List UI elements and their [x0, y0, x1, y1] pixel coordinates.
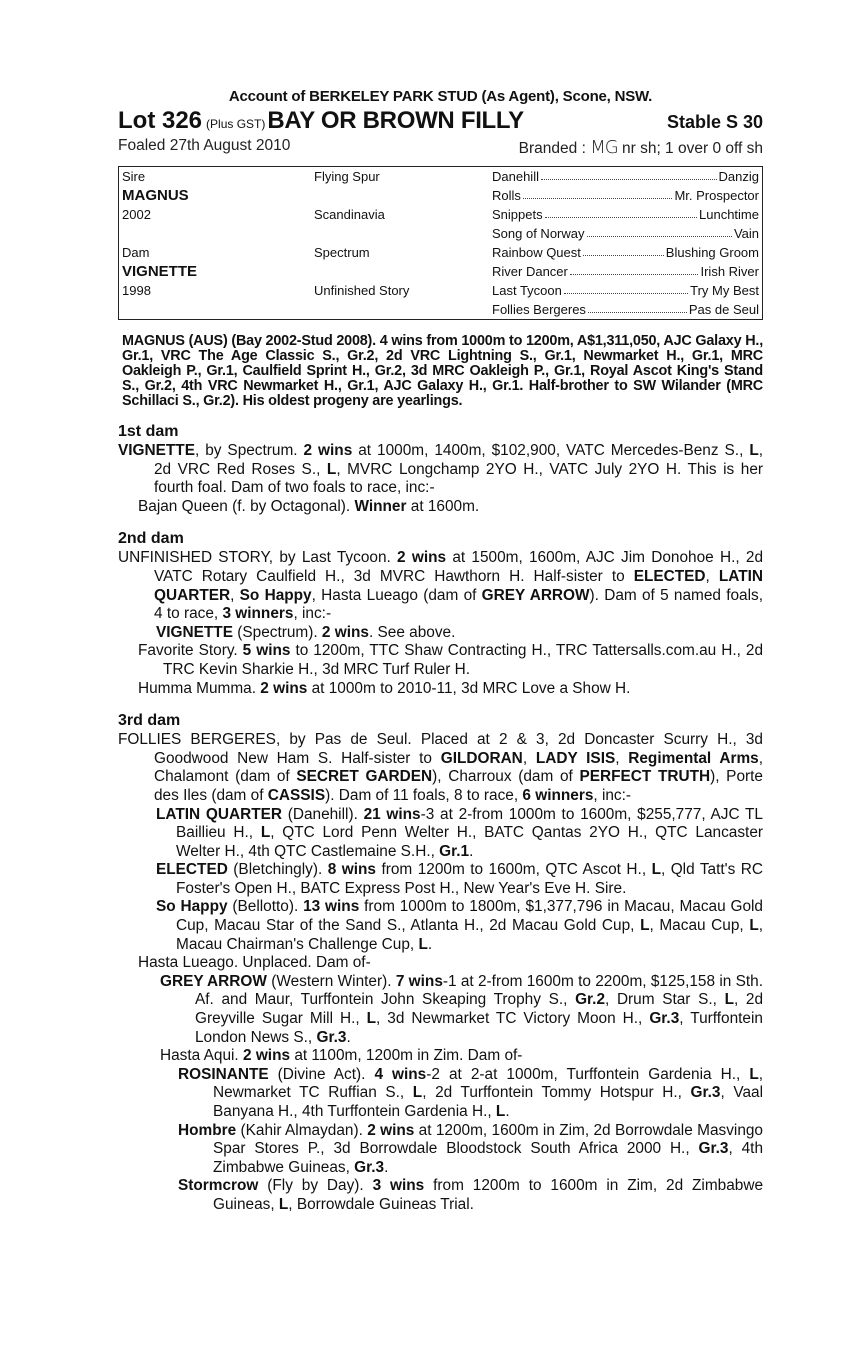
- bold-text: ELECTED: [156, 861, 228, 879]
- bold-text: ELECTED: [633, 567, 706, 585]
- bold-text: GILDORAN: [440, 749, 523, 767]
- produce-entry: [118, 954, 763, 973]
- g3-6: Last Tycoon Try My Best: [492, 283, 759, 298]
- stable-number: Stable S 30: [666, 112, 763, 132]
- bold-text: Gr.3: [698, 1140, 729, 1158]
- bold-text: L: [366, 1010, 377, 1028]
- branded-label: Branded :: [518, 140, 586, 157]
- text: , by Spectrum.: [194, 442, 304, 459]
- vendor-account: Account of BERKELEY PARK STUD (As Agent), Scone, NSW.: [228, 88, 653, 105]
- dam-dam: Unfinished Story: [314, 283, 410, 298]
- text: at 1100m, 1200m in Zim. Dam of-: [290, 1047, 523, 1065]
- bold-text: VIGNETTE: [118, 442, 195, 459]
- branded-detail: nr sh; 1 over 0 off sh: [621, 140, 763, 157]
- bold-text: 2 wins: [367, 1121, 415, 1139]
- text: FOLLIES BERGERES, by Pas de Seul. Placed at 2 & 3, 2d Doncaster Scurry H., 3d Goodwood New Ham S. Half-sister to: [118, 731, 763, 767]
- section-heading: 1st dam: [118, 423, 179, 440]
- bold-text: VIGNETTE: [156, 623, 233, 641]
- text: (Fly by Day).: [258, 1177, 373, 1195]
- text: ), Porte des Iles (dam of: [154, 768, 763, 804]
- plus-gst: (Plus GST): [206, 117, 266, 131]
- sire-sire: Flying Spur: [314, 169, 380, 184]
- g3-4: Rainbow Quest Blushing Groom: [492, 245, 759, 260]
- bold-text: 7 wins: [395, 972, 443, 990]
- sire-year: 2002: [122, 207, 151, 222]
- text: from 1200m to 1600m in Zim, 2d Zimbabwe Guineas,: [213, 1177, 764, 1213]
- text: UNFINISHED STORY, by Last Tycoon.: [118, 549, 398, 567]
- bold-text: Gr.1: [439, 842, 470, 860]
- bold-text: SECRET GARDEN: [296, 768, 433, 786]
- foaled-date: Foaled 27th August 2010: [118, 137, 291, 154]
- produce-entry: [118, 1066, 763, 1122]
- bold-text: 2 wins: [243, 1047, 291, 1065]
- produce-entry: [118, 731, 763, 805]
- produce-entry: [118, 973, 763, 1047]
- bold-text: 4 wins: [374, 1065, 427, 1083]
- bold-text: PERFECT TRUTH: [579, 768, 711, 786]
- text: Humma Mumma.: [138, 679, 261, 697]
- text: , MVRC Longchamp 2YO H., VATC July 2YO H. This is her fourth foal. Dam of two foals to race, inc:-: [154, 460, 764, 497]
- section-heading: 3rd dam: [118, 712, 181, 730]
- text: .: [505, 1103, 510, 1120]
- text: ,: [522, 749, 536, 767]
- bold-text: Gr.3: [354, 1158, 385, 1176]
- bold-text: GREY ARROW: [160, 972, 267, 990]
- bold-text: Gr.2: [575, 991, 606, 1009]
- bold-text: L: [260, 824, 271, 842]
- text: , 2d Turffontein Tommy Hotspur H.,: [422, 1084, 691, 1102]
- bold-text: L: [749, 1065, 759, 1083]
- foaled-line: [118, 137, 763, 158]
- text: (Western Winter).: [266, 972, 396, 990]
- text: , Hasta Lueago (dam of: [311, 586, 482, 604]
- bold-text: L: [418, 935, 428, 953]
- g3-1: Rolls Mr. Prospector: [492, 188, 759, 203]
- bold-text: LATIN QUARTER: [156, 805, 282, 823]
- produce-entry: [118, 861, 763, 898]
- bold-text: Regimental Arms: [628, 749, 759, 767]
- bold-text: 2 wins: [321, 623, 369, 641]
- text: from 1000m to 1800m, $1,377,796 in Macau, Macau Gold Cup, Macau Star of the Sand S., Atlanta H., 2d Macau Gold Cup,: [176, 898, 763, 935]
- dam-name: VIGNETTE: [122, 263, 198, 280]
- dam-section: [118, 423, 763, 516]
- bold-text: Gr.3: [649, 1010, 680, 1028]
- bold-text: Gr.3: [690, 1084, 721, 1102]
- text: ), Charroux (dam of: [432, 768, 580, 786]
- bold-text: 2 wins: [397, 549, 447, 567]
- lot-number: Lot 326: [118, 107, 203, 134]
- bold-text: L: [749, 917, 759, 935]
- bold-text: L: [724, 991, 734, 1009]
- g3-2: Snippets Lunchtime: [492, 207, 759, 222]
- text: ,: [230, 586, 240, 604]
- text: , Vaal Banyana H., 4th Turffontein Gardenia H.,: [213, 1084, 763, 1120]
- bold-text: GREY ARROW: [481, 586, 590, 604]
- text: ). Dam of 5 named foals, 4 to race,: [154, 586, 763, 623]
- text: (Bellotto).: [227, 898, 304, 916]
- produce-entry: [118, 680, 763, 699]
- bold-text: LADY ISIS: [535, 749, 616, 767]
- text: .: [346, 1028, 351, 1046]
- text: , Chalamont (dam of: [154, 749, 763, 786]
- text: from 1200m to 1600m, QTC Ascot H.,: [375, 861, 652, 879]
- bold-text: So Happy: [239, 586, 312, 604]
- text: Hasta Lueago. Unplaced. Dam of-: [138, 954, 371, 972]
- text: Bajan Queen (f. by Octagonal).: [138, 497, 355, 515]
- produce-entry: [118, 624, 763, 643]
- bold-text: L: [326, 460, 337, 478]
- bold-text: CASSIS: [267, 786, 326, 804]
- text: , 3d Newmarket TC Victory Moon H.,: [376, 1010, 650, 1028]
- text: .: [384, 1158, 389, 1176]
- bold-text: 6 winners: [522, 786, 594, 804]
- produce-entry: [118, 1177, 763, 1214]
- horse-description: BAY OR BROWN FILLY: [267, 107, 524, 134]
- text: , Qld Tatt's RC Foster's Open H., BATC Express Post H., New Year's Eve H. Sire.: [176, 861, 763, 897]
- bold-text: 5 wins: [242, 642, 291, 660]
- dam-line-sections: [118, 423, 763, 1215]
- produce-entry: [118, 1122, 763, 1178]
- bold-text: L: [412, 1084, 423, 1102]
- produce-entry: [118, 898, 763, 954]
- text: at 1000m, 1400m, $102,900, VATC Mercedes-Benz S.,: [352, 442, 750, 459]
- catalogue-page: [118, 88, 763, 1215]
- text: at 1200m, 1600m in Zim, 2d Borrowdale Masvingo Spar Stores P., 3d Borrowdale Bloodstock South Africa 2000 H.,: [213, 1121, 763, 1158]
- branding: [519, 137, 763, 158]
- bold-text: 2 wins: [303, 442, 353, 459]
- produce-entry: [118, 642, 763, 679]
- text: , Drum Star S.,: [605, 991, 725, 1009]
- dam-label: Dam: [122, 245, 150, 260]
- bold-text: 3 winners: [222, 605, 294, 623]
- text: , Newmarket TC Ruffian S.,: [213, 1065, 763, 1102]
- brand-mark-icon: MG: [590, 137, 618, 158]
- bold-text: L: [749, 442, 759, 459]
- bold-text: 3 wins: [372, 1177, 425, 1195]
- dam-sire: Spectrum: [314, 245, 370, 260]
- bold-text: L: [278, 1195, 289, 1213]
- text: (Spectrum).: [232, 623, 322, 641]
- g3-7: Follies Bergeres Pas de Seul: [492, 302, 759, 317]
- dam-section: [118, 530, 763, 698]
- text: , 4th Zimbabwe Guineas,: [213, 1140, 764, 1176]
- g3-3: Song of Norway Vain: [492, 226, 759, 241]
- sire-name: MAGNUS: [122, 187, 189, 204]
- text: .: [427, 935, 433, 953]
- text: (Danehill).: [281, 805, 364, 823]
- text: .: [469, 842, 474, 860]
- bold-text: Winner: [354, 497, 407, 515]
- text: -2 at 2-at 1000m, Turffontein Gardenia H.,: [426, 1065, 750, 1083]
- text: Favorite Story.: [138, 642, 243, 660]
- text: . See above.: [368, 623, 456, 641]
- bold-text: Stormcrow: [178, 1177, 259, 1195]
- lot-line: [118, 107, 763, 135]
- bold-text: 8 wins: [327, 861, 376, 879]
- produce-entry: [118, 549, 763, 623]
- pedigree-table: [118, 166, 763, 320]
- produce-entry: [118, 498, 763, 517]
- text: ). Dam of 11 foals, 8 to race,: [325, 786, 523, 804]
- text: , 2d Greyville Sugar Mill H.,: [195, 991, 764, 1028]
- text: ,: [705, 567, 719, 585]
- produce-entry: [118, 1047, 763, 1066]
- bold-text: Hombre: [178, 1121, 237, 1139]
- text: , Borrowdale Guineas Trial.: [288, 1195, 474, 1213]
- text: ,: [615, 749, 629, 767]
- bold-text: So Happy: [156, 898, 228, 916]
- section-heading: 2nd dam: [118, 530, 184, 548]
- text: , inc:-: [593, 786, 632, 804]
- text: (Kahir Almaydan).: [236, 1121, 368, 1139]
- text: Hasta Aqui.: [160, 1047, 243, 1065]
- g3-5: River Dancer Irish River: [492, 264, 759, 279]
- bold-text: L: [651, 861, 661, 879]
- text: at 1000m to 2010-11, 3d MRC Love a Show H.: [307, 679, 631, 697]
- bold-text: 2 wins: [260, 679, 308, 697]
- text: (Divine Act).: [268, 1065, 375, 1083]
- sire-dam: Scandinavia: [314, 207, 385, 222]
- text: at 1500m, 1600m, AJC Jim Donohoe H., 2d VATC Rotary Caulfield H., 3d MVRC Hawthorn H. Half-sister to: [154, 549, 763, 585]
- bold-text: LATIN QUARTER: [154, 567, 763, 604]
- dam-section: [118, 712, 763, 1214]
- bold-text: ROSINANTE: [178, 1065, 269, 1083]
- produce-entry: [118, 806, 763, 862]
- text: , Macau Chairman's Challenge Cup,: [176, 917, 763, 953]
- text: at 1600m.: [406, 497, 480, 515]
- text: , Turffontein London News S.,: [195, 1010, 763, 1046]
- text: -1 at 2-from 1600m to 2200m, $125,158 in Sth. Af. and Maur, Turffontein John Skeaping Trophy S.,: [195, 972, 763, 1009]
- dam-year: 1998: [122, 283, 151, 298]
- bold-text: L: [495, 1103, 506, 1120]
- bold-text: Gr.3: [316, 1028, 347, 1046]
- text: , Macau Cup,: [649, 917, 750, 935]
- text: -3 at 2-from 1000m to 1600m, $255,777, AJC TL Baillieu H.,: [176, 805, 763, 842]
- text: to 1200m, TTC Shaw Contracting H., TRC Tattersalls.com.au H., 2d TRC Kevin Sharkie H., 3d MRC Turf Ruler H.: [163, 642, 764, 678]
- sire-label: Sire: [122, 169, 146, 184]
- produce-entry: [118, 442, 763, 498]
- text: , QTC Lord Penn Welter H., BATC Qantas 2YO H., QTC Lancaster Welter H., 4th QTC Castlemaine S.H.,: [176, 824, 763, 860]
- text: (Bletchingly).: [227, 861, 328, 879]
- g3-0: Danehill Danzig: [492, 169, 759, 184]
- bold-text: L: [640, 917, 650, 935]
- bold-text: 21 wins: [363, 805, 421, 823]
- text: , inc:-: [293, 605, 332, 623]
- sire-summary: MAGNUS (AUS) (Bay 2002-Stud 2008). 4 wins from 1000m to 1200m, A$1,311,050, AJC Galaxy H., Gr.1, VRC The Age Classic S., Gr.2, 2d VRC Lightning S., Gr.1, Newmarket H., Gr.1, MRC Oakleigh P., Gr.1, Caulfield Sprint H., Gr.2, 3d MRC Oakleigh P., Gr.1, Royal Ascot King's Stand S., Gr.2, 4th VRC Newmarket H., Gr.1, AJC Galaxy H., Gr.1. Half-brother to SW Wilander (MRC Schillaci S., Gr.2). His oldest progeny are yearlings.: [122, 333, 763, 409]
- text: , 2d VRC Red Roses S.,: [154, 442, 763, 478]
- bold-text: 13 wins: [303, 898, 360, 916]
